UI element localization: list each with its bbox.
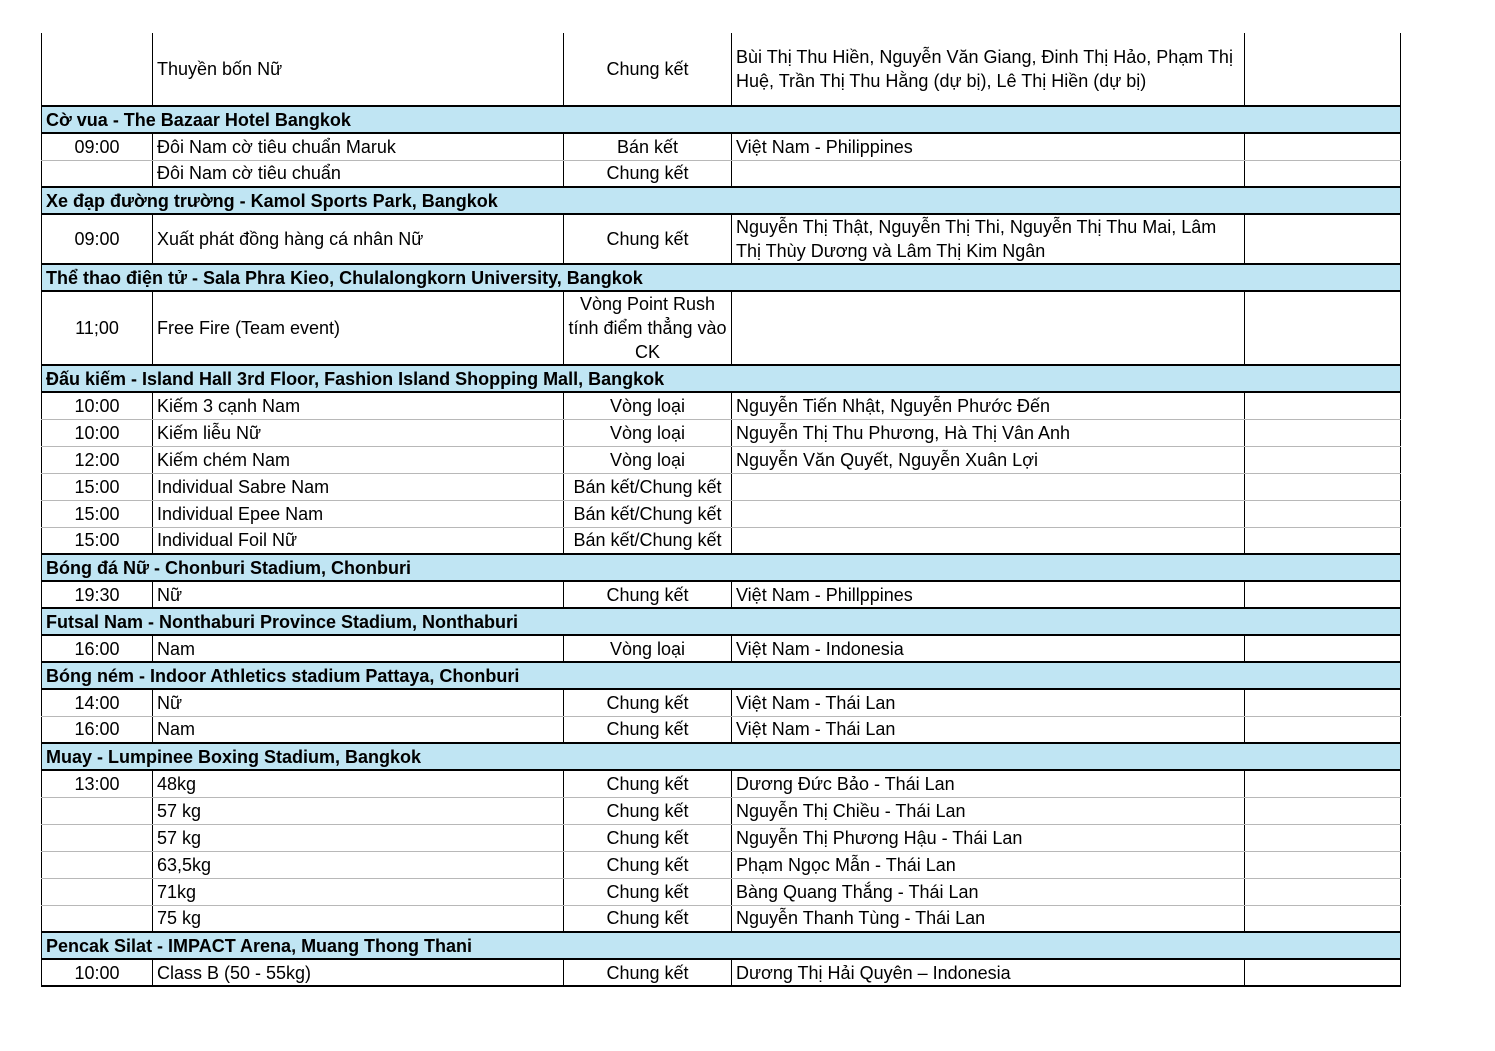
note-cell	[1245, 133, 1401, 160]
round-cell: Chung kết	[564, 797, 732, 824]
athletes-cell: Nguyễn Thị Thu Phương, Hà Thị Vân Anh	[732, 419, 1245, 446]
athletes-cell	[732, 291, 1245, 365]
event-cell: Individual Epee Nam	[153, 500, 564, 527]
event-cell: Kiếm liễu Nữ	[153, 419, 564, 446]
section-header	[42, 743, 1401, 770]
time-cell: 10:00	[42, 959, 153, 986]
note-cell	[1245, 581, 1401, 608]
table-row	[42, 635, 1401, 662]
round-cell: Bán kết/Chung kết	[564, 527, 732, 554]
table-row	[42, 133, 1401, 160]
athletes-cell: Việt Nam - Thái Lan	[732, 716, 1245, 743]
athletes-cell: Nguyễn Thị Chiều - Thái Lan	[732, 797, 1245, 824]
table-row	[42, 878, 1401, 905]
athletes-cell: Nguyễn Văn Quyết, Nguyễn Xuân Lợi	[732, 446, 1245, 473]
event-cell: 48kg	[153, 770, 564, 797]
table-row	[42, 905, 1401, 932]
event-cell: Individual Sabre Nam	[153, 473, 564, 500]
event-cell: Nữ	[153, 689, 564, 716]
time-cell	[42, 160, 153, 187]
round-cell: Vòng loại	[564, 392, 732, 419]
note-cell	[1245, 770, 1401, 797]
section-header	[42, 365, 1401, 392]
note-cell	[1245, 527, 1401, 554]
athletes-cell: Bàng Quang Thắng - Thái Lan	[732, 878, 1245, 905]
athletes-cell: Việt Nam - Phillppines	[732, 581, 1245, 608]
table-row	[42, 959, 1401, 986]
round-cell: Chung kết	[564, 716, 732, 743]
section-title: Pencak Silat - IMPACT Arena, Muang Thong Thani	[42, 932, 1401, 959]
table-row	[42, 392, 1401, 419]
note-cell	[1245, 500, 1401, 527]
note-cell	[1245, 851, 1401, 878]
table-row	[42, 446, 1401, 473]
note-cell	[1245, 716, 1401, 743]
table-row	[42, 214, 1401, 264]
table-row	[42, 689, 1401, 716]
table-row	[42, 160, 1401, 187]
note-cell	[1245, 635, 1401, 662]
table-row	[42, 581, 1401, 608]
round-cell: Chung kết	[564, 959, 732, 986]
time-cell: 12:00	[42, 446, 153, 473]
round-cell: Chung kết	[564, 214, 732, 264]
section-title: Bóng đá Nữ - Chonburi Stadium, Chonburi	[42, 554, 1401, 581]
note-cell	[1245, 160, 1401, 187]
time-cell: 09:00	[42, 214, 153, 264]
round-cell: Vòng loại	[564, 446, 732, 473]
event-cell: Nam	[153, 635, 564, 662]
section-header	[42, 662, 1401, 689]
time-cell: 15:00	[42, 527, 153, 554]
round-cell: Bán kết/Chung kết	[564, 473, 732, 500]
table-row	[42, 770, 1401, 797]
round-cell: Chung kết	[564, 878, 732, 905]
athletes-cell	[732, 500, 1245, 527]
round-cell: Chung kết	[564, 905, 732, 932]
athletes-cell: Dương Đức Bảo - Thái Lan	[732, 770, 1245, 797]
event-cell: 57 kg	[153, 797, 564, 824]
section-title: Xe đạp đường trường - Kamol Sports Park, Bangkok	[42, 187, 1401, 214]
table-row	[42, 527, 1401, 554]
time-cell: 16:00	[42, 635, 153, 662]
time-cell	[42, 33, 153, 106]
event-cell: Nam	[153, 716, 564, 743]
note-cell	[1245, 446, 1401, 473]
schedule-table	[41, 33, 1401, 987]
athletes-cell	[732, 527, 1245, 554]
note-cell	[1245, 959, 1401, 986]
section-title: Cờ vua - The Bazaar Hotel Bangkok	[42, 106, 1401, 133]
time-cell: 10:00	[42, 419, 153, 446]
table-row	[42, 33, 1401, 106]
event-cell: Kiếm chém Nam	[153, 446, 564, 473]
note-cell	[1245, 392, 1401, 419]
event-cell: 75 kg	[153, 905, 564, 932]
round-cell: Chung kết	[564, 581, 732, 608]
table-row	[42, 797, 1401, 824]
round-cell: Vòng Point Rush tính điểm thẳng vào CK	[564, 291, 732, 365]
round-cell: Chung kết	[564, 770, 732, 797]
time-cell	[42, 878, 153, 905]
time-cell	[42, 851, 153, 878]
athletes-cell: Nguyễn Thị Phương Hậu - Thái Lan	[732, 824, 1245, 851]
event-cell: Class B (50 - 55kg)	[153, 959, 564, 986]
event-cell: 57 kg	[153, 824, 564, 851]
note-cell	[1245, 689, 1401, 716]
time-cell	[42, 797, 153, 824]
time-cell: 09:00	[42, 133, 153, 160]
time-cell: 15:00	[42, 500, 153, 527]
section-header	[42, 932, 1401, 959]
section-header	[42, 106, 1401, 133]
table-row	[42, 851, 1401, 878]
table-row	[42, 824, 1401, 851]
athletes-cell	[732, 473, 1245, 500]
event-cell: Individual Foil Nữ	[153, 527, 564, 554]
note-cell	[1245, 824, 1401, 851]
note-cell	[1245, 214, 1401, 264]
table-row	[42, 291, 1401, 365]
athletes-cell: Bùi Thị Thu Hiền, Nguyễn Văn Giang, Đinh Thị Hảo, Phạm Thị Huệ, Trần Thị Thu Hằng (dự bị), Lê Thị Hiền (dự bị)	[732, 33, 1245, 106]
round-cell: Chung kết	[564, 689, 732, 716]
table-row	[42, 500, 1401, 527]
athletes-cell: Việt Nam - Thái Lan	[732, 689, 1245, 716]
round-cell: Vòng loại	[564, 419, 732, 446]
note-cell	[1245, 797, 1401, 824]
round-cell: Chung kết	[564, 160, 732, 187]
time-cell: 19:30	[42, 581, 153, 608]
section-title: Thể thao điện tử - Sala Phra Kieo, Chulalongkorn University, Bangkok	[42, 264, 1401, 291]
round-cell: Bán kết/Chung kết	[564, 500, 732, 527]
event-cell: Nữ	[153, 581, 564, 608]
round-cell: Chung kết	[564, 824, 732, 851]
note-cell	[1245, 419, 1401, 446]
note-cell	[1245, 291, 1401, 365]
athletes-cell: Phạm Ngọc Mẫn - Thái Lan	[732, 851, 1245, 878]
note-cell	[1245, 905, 1401, 932]
section-header	[42, 608, 1401, 635]
round-cell: Vòng loại	[564, 635, 732, 662]
event-cell: Free Fire (Team event)	[153, 291, 564, 365]
round-cell: Bán kết	[564, 133, 732, 160]
athletes-cell: Việt Nam - Philippines	[732, 133, 1245, 160]
time-cell: 10:00	[42, 392, 153, 419]
section-title: Futsal Nam - Nonthaburi Province Stadium, Nonthaburi	[42, 608, 1401, 635]
section-header	[42, 264, 1401, 291]
time-cell: 13:00	[42, 770, 153, 797]
event-cell: Thuyền bốn Nữ	[153, 33, 564, 106]
time-cell: 15:00	[42, 473, 153, 500]
athletes-cell	[732, 160, 1245, 187]
athletes-cell: Dương Thị Hải Quyên – Indonesia	[732, 959, 1245, 986]
athletes-cell: Nguyễn Tiến Nhật, Nguyễn Phước Đến	[732, 392, 1245, 419]
athletes-cell: Việt Nam - Indonesia	[732, 635, 1245, 662]
section-header	[42, 187, 1401, 214]
time-cell: 11;00	[42, 291, 153, 365]
time-cell	[42, 905, 153, 932]
round-cell: Chung kết	[564, 33, 732, 106]
table-row	[42, 473, 1401, 500]
table-row	[42, 716, 1401, 743]
note-cell	[1245, 33, 1401, 106]
time-cell: 16:00	[42, 716, 153, 743]
note-cell	[1245, 878, 1401, 905]
section-title: Đấu kiếm - Island Hall 3rd Floor, Fashion Island Shopping Mall, Bangkok	[42, 365, 1401, 392]
round-cell: Chung kết	[564, 851, 732, 878]
event-cell: Đôi Nam cờ tiêu chuẩn Maruk	[153, 133, 564, 160]
section-header	[42, 554, 1401, 581]
note-cell	[1245, 473, 1401, 500]
time-cell: 14:00	[42, 689, 153, 716]
section-title: Muay - Lumpinee Boxing Stadium, Bangkok	[42, 743, 1401, 770]
event-cell: Đôi Nam cờ tiêu chuẩn	[153, 160, 564, 187]
event-cell: Kiếm 3 cạnh Nam	[153, 392, 564, 419]
table-row	[42, 419, 1401, 446]
event-cell: 63,5kg	[153, 851, 564, 878]
event-cell: Xuất phát đồng hàng cá nhân Nữ	[153, 214, 564, 264]
athletes-cell: Nguyễn Thị Thật, Nguyễn Thị Thi, Nguyễn Thị Thu Mai, Lâm Thị Thùy Dương và Lâm Thị Kim Ngân	[732, 214, 1245, 264]
event-cell: 71kg	[153, 878, 564, 905]
athletes-cell: Nguyễn Thanh Tùng - Thái Lan	[732, 905, 1245, 932]
section-title: Bóng ném - Indoor Athletics stadium Pattaya, Chonburi	[42, 662, 1401, 689]
time-cell	[42, 824, 153, 851]
